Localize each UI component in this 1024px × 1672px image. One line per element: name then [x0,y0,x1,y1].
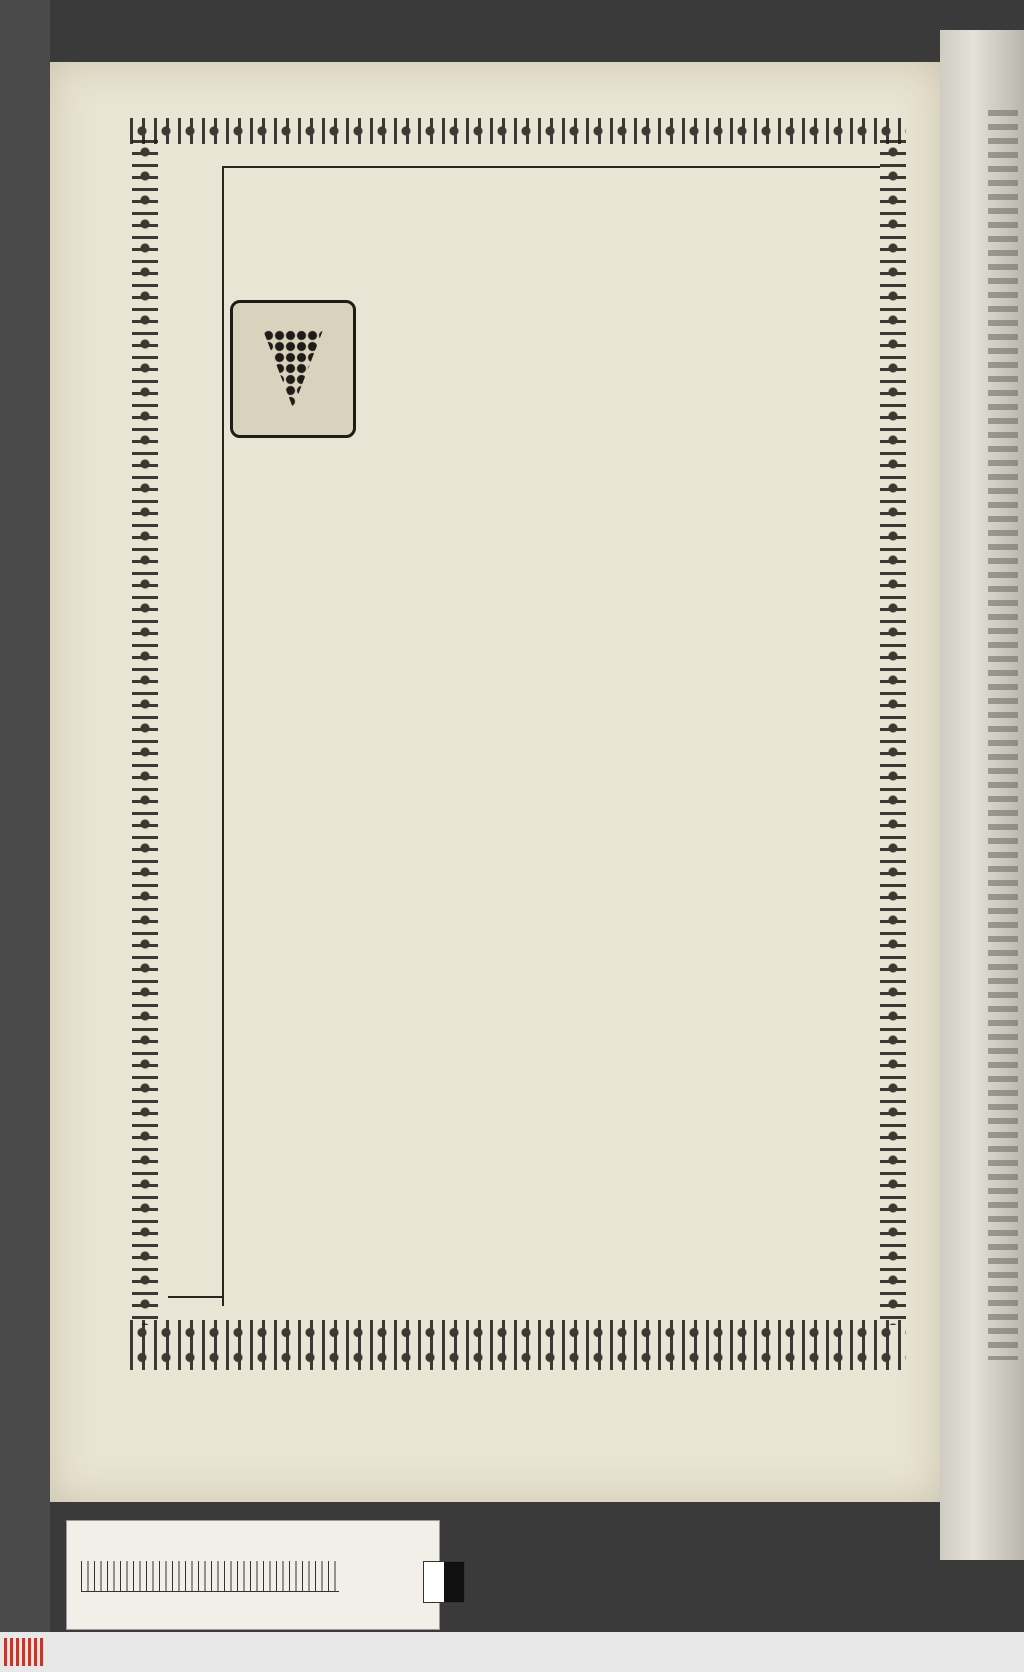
gray-scale-patch [423,1561,465,1603]
footer-rule [168,1296,224,1298]
scale-ruler [81,1561,339,1592]
grape-cluster-icon [263,330,323,408]
ornamental-border-left [132,140,158,1325]
footer-bar [0,1632,1024,1672]
ornamental-border-right [880,140,906,1325]
margin-rule [222,166,224,1306]
facing-page-ornament [988,110,1018,1360]
left-background [0,0,50,1672]
header-rule [224,166,880,168]
library-label [66,1520,440,1630]
decorated-initial [230,300,356,438]
facing-page-edge [940,30,1024,1560]
book-page [50,62,940,1502]
ornamental-border-bottom [130,1320,906,1370]
ornamental-border-top [130,118,906,144]
hab-logo-icon [4,1638,46,1666]
